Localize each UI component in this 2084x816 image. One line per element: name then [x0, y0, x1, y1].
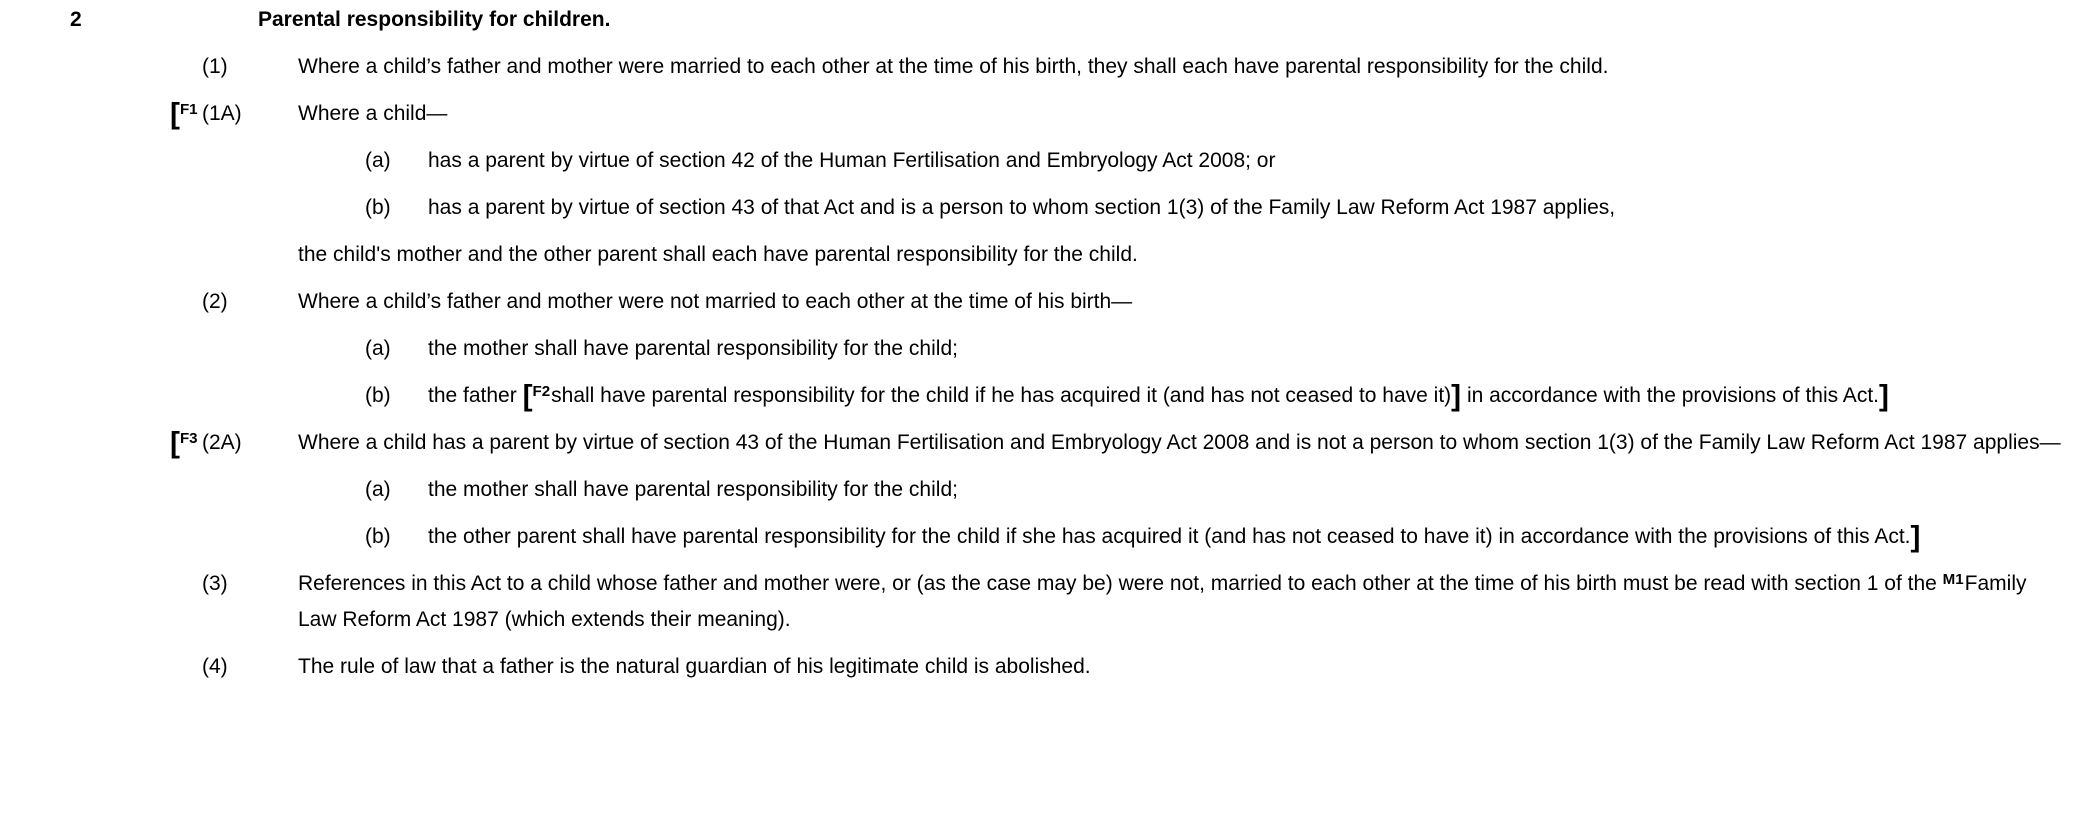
- item-2A-a: [0, 472, 2062, 508]
- provision-text: References in this Act to a child whose father and mother were, or (as the case may be) were not, married to each other at the time of his birth must be read with section 1 of the $^{M1}$Family Law Reform Act 1987 (which extends their meaning).: [298, 571, 2027, 631]
- subsection-2: [0, 284, 2062, 320]
- amendment-open-marker: [170, 96, 199, 132]
- item-2-a: [0, 331, 2062, 367]
- item-number: (a): [365, 149, 391, 172]
- item-text: the father [$^{F2}$shall have parental responsibility for the child if he has acquired it (and has not ceased to have it)] in accordance with the provisions of this Act.]: [428, 379, 1889, 413]
- subsection-2A: [0, 425, 2062, 461]
- subsection-3: [0, 566, 2062, 638]
- item-number: (a): [365, 478, 391, 501]
- item-text: has a parent by virtue of section 42 of the Human Fertilisation and Embryology Act 2008; or: [428, 149, 1276, 172]
- provision-number: (2A): [202, 431, 242, 454]
- subsection-4: [0, 649, 2062, 685]
- amendment-open-marker: [170, 425, 199, 461]
- provision-number: (4): [202, 655, 228, 678]
- item-text: the mother shall have parental responsibility for the child;: [428, 478, 958, 501]
- subsection-1A: [0, 96, 2062, 132]
- item-2A-b: [0, 519, 2062, 555]
- amendment-close-bracket: ]: [1879, 379, 1889, 413]
- annotation-ref-M1[interactable]: M1: [1942, 571, 1964, 589]
- provision-text: Where a child’s father and mother were married to each other at the time of his birth, they shall each have parental responsibility for the child.: [298, 55, 1609, 78]
- provision-text: Where a child’s father and mother were not married to each other at the time of his birth—: [298, 290, 1133, 313]
- item-text: has a parent by virtue of section 43 of that Act and is a person to whom section 1(3) of the Family Law Reform Act 1987 applies,: [428, 196, 1616, 219]
- item-1A-b: [0, 190, 2062, 226]
- provision-text: the child's mother and the other parent shall each have parental responsibility for the child.: [298, 243, 1138, 266]
- item-text: the mother shall have parental responsibility for the child;: [428, 337, 958, 360]
- provision-text: Where a child has a parent by virtue of section 43 of the Human Fertilisation and Embryology Act 2008 and is not a person to whom section 1(3) of the Family Law Reform Act 1987 applies—: [298, 431, 2061, 454]
- item-1A-a: [0, 143, 2062, 179]
- section-title: Parental responsibility for children.: [258, 8, 611, 31]
- item-2-b: [0, 378, 2062, 414]
- provision-text: Where a child—: [298, 102, 448, 125]
- section-heading: [0, 2, 2062, 38]
- provision-number: (3): [202, 572, 228, 595]
- item-number: (b): [365, 384, 391, 407]
- subsection-1: [0, 49, 2062, 85]
- item-text: the other parent shall have parental responsibility for the child if she has acquired it (and has not ceased to have it) in accordance with the provisions of this Act.]: [428, 520, 1921, 554]
- amendment-open-bracket: [: [170, 426, 180, 460]
- provision-number: (2): [202, 290, 228, 313]
- annotation-ref-F1[interactable]: F1: [179, 101, 198, 119]
- item-number: (b): [365, 196, 391, 219]
- annotation-ref-F3[interactable]: F3: [179, 430, 198, 448]
- amendment-open-bracket: [: [522, 379, 533, 413]
- amendment-open-bracket: [: [170, 97, 180, 131]
- item-number: (b): [365, 525, 391, 548]
- provision-text: The rule of law that a father is the natural guardian of his legitimate child is abolished.: [298, 655, 1091, 678]
- provision-number: (1): [202, 55, 228, 78]
- annotation-ref-F2[interactable]: F2: [532, 383, 551, 401]
- subsection-1A-closing-words: [0, 237, 2062, 273]
- amendment-close-bracket: ]: [1910, 520, 1921, 554]
- item-number: (a): [365, 337, 391, 360]
- section-number: 2: [70, 8, 82, 31]
- provision-number: (1A): [202, 102, 242, 125]
- amendment-close-bracket: ]: [1451, 379, 1462, 413]
